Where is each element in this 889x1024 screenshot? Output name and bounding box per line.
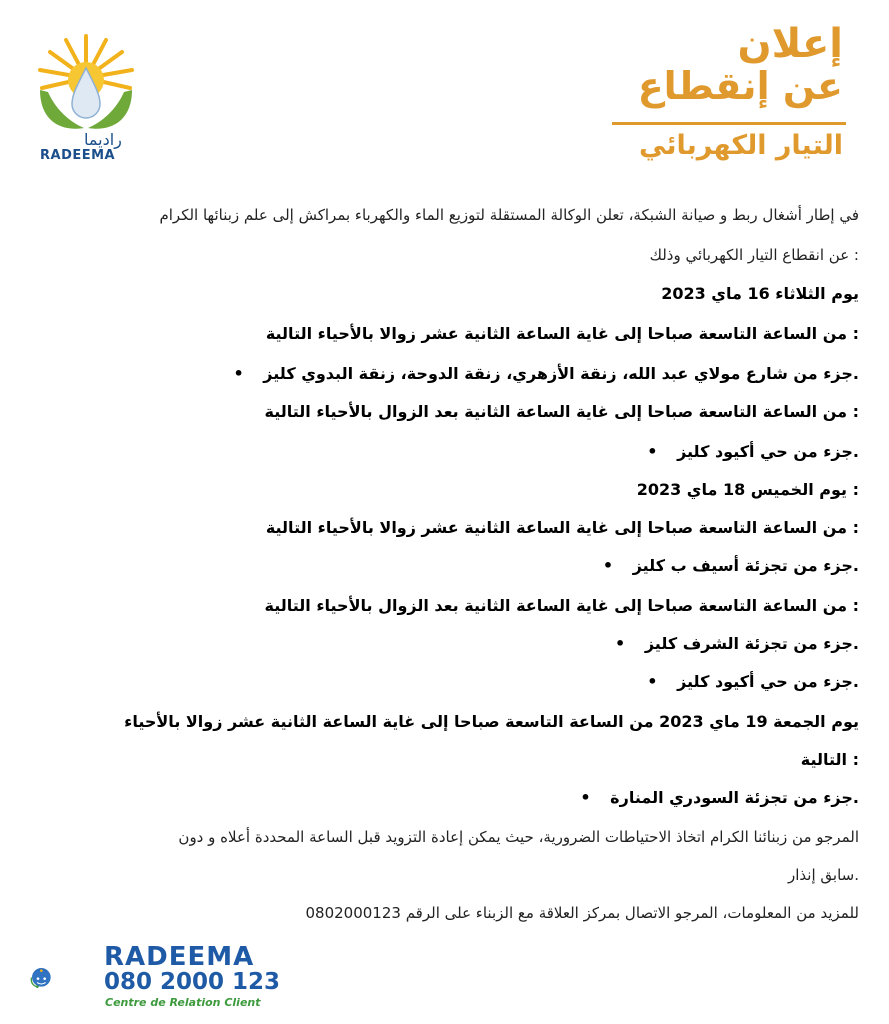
list-item-text: .جزء من شارع مولاي عبد الله، زنقة الأزهري، زنقة الدوحة، زنقة البدوي كليز: [263, 364, 859, 383]
bullet-icon: •: [647, 672, 658, 691]
day-heading-friday-continued: : التالية: [800, 750, 859, 769]
page-title-line3: التيار الكهربائي: [639, 130, 843, 161]
list-item: [233, 364, 859, 383]
logo-name-arabic: راديما: [84, 130, 122, 149]
list-item: [580, 788, 859, 807]
call-center-subtitle: Centre de Relation Client: [105, 996, 261, 1009]
bullet-icon: •: [580, 788, 591, 807]
intro-line-1: في إطار أشغال ربط و صيانة الشبكة، تعلن الوكالة المستقلة لتوزيع الماء والكهرباء بمراكش إلى علم زبنائها الكرام: [159, 206, 859, 224]
list-item: [647, 672, 859, 691]
page-title-line1: إعلان: [737, 21, 843, 67]
day-heading-tuesday: يوم الثلاثاء 16 ماي 2023: [661, 284, 859, 303]
time-slot: : من الساعة التاسعة صباحا إلى غاية الساعة الثانية بعد الزوال بالأحياء التالية: [264, 596, 859, 615]
contact-line: للمزيد من المعلومات، المرجو الاتصال بمركز العلاقة مع الزبناء على الرقم 0802000123: [305, 904, 859, 922]
bullet-icon: •: [615, 634, 626, 653]
title-divider: [612, 122, 846, 125]
time-slot: : من الساعة التاسعة صباحا إلى غاية الساعة الثانية بعد الزوال بالأحياء التالية: [264, 402, 859, 421]
list-item-text: .جزء من تجزئة أسيف ب كليز: [632, 556, 859, 575]
list-item-text: .جزء من تجزئة السودري المنارة: [610, 788, 859, 807]
list-item-text: .جزء من تجزئة الشرف كليز: [644, 634, 859, 653]
call-center-phone: 080 2000 123: [104, 969, 281, 995]
call-center-mascot-icon: [28, 936, 108, 1016]
call-center-brand: RADEEMA: [104, 942, 255, 972]
logo-name-latin: RADEEMA: [40, 148, 116, 163]
list-item: [603, 556, 859, 575]
day-heading-thursday: : يوم الخميس 18 ماي 2023: [636, 480, 859, 499]
bullet-icon: •: [233, 364, 244, 383]
closing-line-1: المرجو من زبنائنا الكرام اتخاذ الاحتياطات الضرورية، حيث يمكن إعادة التزويد قبل الساعة المحددة أعلاه و دون: [178, 828, 859, 846]
list-item: [647, 442, 859, 461]
time-slot: : من الساعة التاسعة صباحا إلى غاية الساعة الثانية عشر زوالا بالأحياء التالية: [265, 518, 859, 537]
list-item: [615, 634, 859, 653]
bullet-icon: •: [602, 556, 614, 575]
list-item-text: .جزء من حي أكيود كليز: [677, 442, 859, 461]
intro-line-2: : عن انقطاع التيار الكهربائي وذلك: [649, 246, 859, 264]
closing-line-2: .سابق إنذار: [788, 866, 859, 884]
bullet-icon: •: [647, 442, 658, 461]
time-slot: : من الساعة التاسعة صباحا إلى غاية الساعة الثانية عشر زوالا بالأحياء التالية: [265, 324, 859, 343]
list-item-text: .جزء من حي أكيود كليز: [677, 672, 859, 691]
day-heading-friday: يوم الجمعة 19 ماي 2023 من الساعة التاسعة صباحا إلى غاية الساعة الثانية عشر زوالا بالأحياء: [124, 712, 859, 731]
page-title-line2: عن إنقطاع: [637, 64, 843, 108]
